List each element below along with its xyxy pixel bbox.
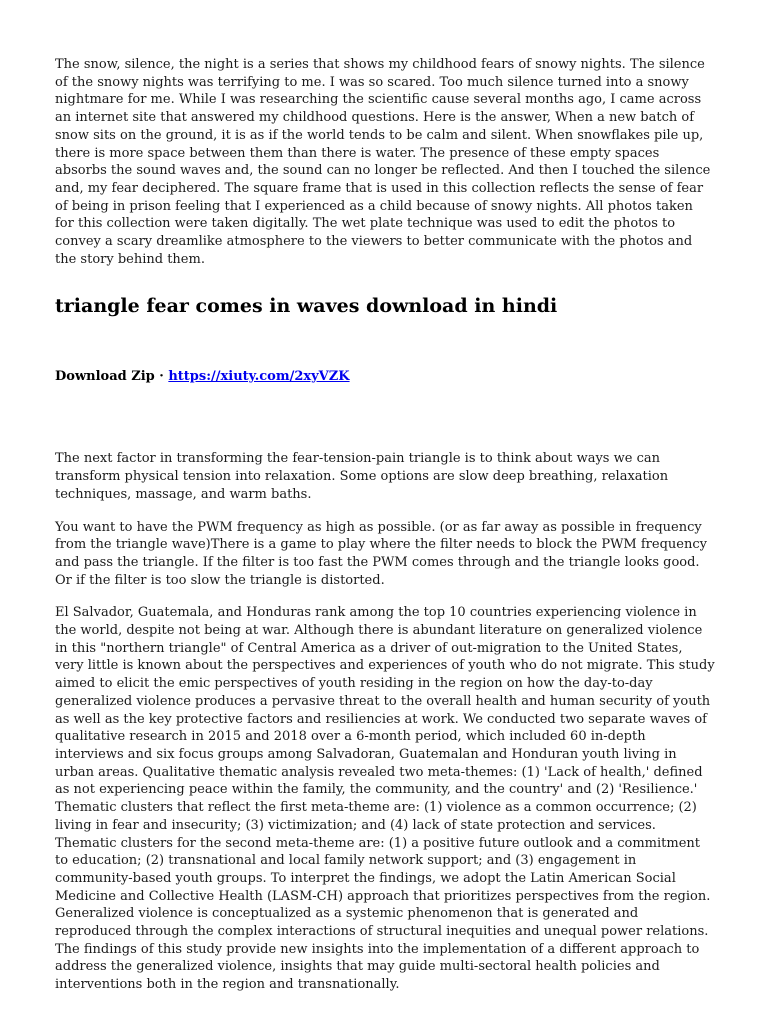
document-page [55,56,715,994]
intro-paragraph: The snow, silence, the night is a series that shows my childhood fears of snowy nights. The silence of the snowy nights was terrifying to me. I was so scared. Too much silence turned into a snowy nightmare for me. While I was researching the scientific cause several months ago, I came across an internet site that answered my childhood questions. Here is the answer, When a new batch of snow sits on the ground, it is as if the world tends to be calm and silent. When snowflakes pile up, there is more space between them than there is water. The presence of these empty spaces absorbs the sound waves and, the sound can no longer be reflected. And then I touched the silence and, my fear deciphered. The square frame that is used in this collection reflects the sense of fear of being in prison feeling that I experienced as a child because of snowy nights. All photos taken for this collection were taken digitally. The wet plate technique was used to edit the photos to convey a scary dreamlike atmosphere to the viewers to better communicate with the photos and the story behind them. [55,57,711,267]
body-paragraph-2: You want to have the PWM frequency as high as possible. (or as far away as possible in frequency from the triangle wave)There is a game to play where the filter needs to block the PWM frequency and pass the triangle. If the filter is too fast the PWM comes through and the triangle looks good. Or if the filter is too slow the triangle is distorted. [55,519,707,588]
body-paragraph-1: The next factor in transforming the fear-tension-pain triangle is to think about ways we can transform physical tension into relaxation. Some options are slow deep breathing, relaxation techniques, massage, and warm baths. [55,451,669,502]
download-label: Download Zip · [55,369,169,385]
download-link[interactable]: https://xiuty.com/2xyVZK [168,369,350,385]
download-line [55,368,715,385]
page-heading: triangle fear comes in waves download in hindi [55,295,558,318]
body-paragraph-3: El Salvador, Guatemala, and Honduras rank among the top 10 countries experiencing violence in the world, despite not being at war. Although there is abundant literature on generalized violence in this "northern triangle" of Central America as a driver of out-migration to the United States, very little is known about the perspectives and experiences of youth who do not migrate. This study aimed to elicit the emic perspectives of youth residing in the region on how the day-to-day generalized violence produces a pervasive threat to the overall health and human security of youth as well as the key protective factors and resiliencies at work. We conducted two separate waves of qualitative research in 2015 and 2018 over a 6-month period, which included 60 in-depth interviews and six focus groups among Salvadoran, Guatemalan and Honduran youth living in urban areas. Qualitative thematic analysis revealed two meta-themes: (1) 'Lack of health,' defined as not experiencing peace within the family, the community, and the country' and (2) 'Resilience.' Thematic clusters that reflect the first meta-theme are: (1) violence as a common occurrence; (2) living in fear and insecurity; (3) victimization; and (4) lack of state protection and services. Thematic clusters for the second meta-theme are: (1) a positive future outlook and a commitment to education; (2) transnational and local family network support; and (3) engagement in community-based youth groups. To interpret the findings, we adopt the Latin American Social Medicine and Collective Health (LASM-CH) approach that prioritizes perspectives from the region. Generalized violence is conceptualized as a systemic phenomenon that is generated and reproduced through the complex interactions of structural inequities and unequal power relations. The findings of this study provide new insights into the implementation of a different approach to address the generalized violence, insights that may guide multi-sectoral health policies and interventions both in the region and transnationally. [55,605,715,993]
